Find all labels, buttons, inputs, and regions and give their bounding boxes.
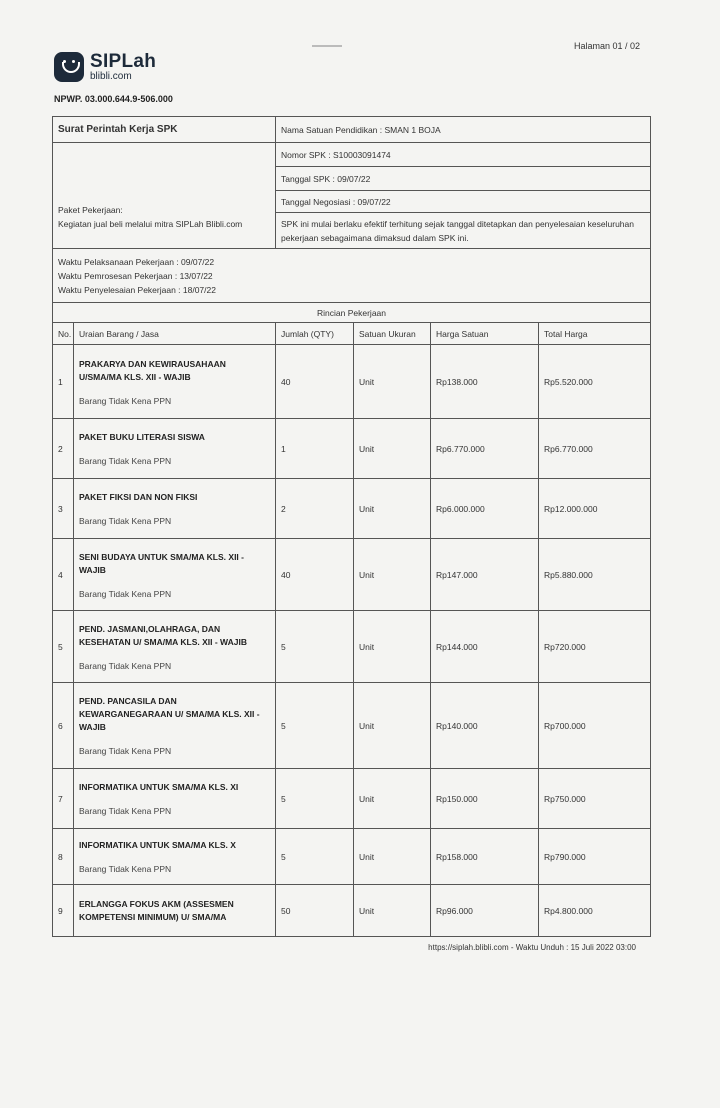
page-number: Halaman 01 / 02 xyxy=(573,41,640,51)
item-unit: Unit xyxy=(354,829,431,885)
item-price: Rp140.000 xyxy=(431,683,539,769)
table-row xyxy=(53,829,651,885)
item-unit: Unit xyxy=(354,611,431,683)
spk-header-left xyxy=(53,143,276,249)
item-qty: 50 xyxy=(276,885,354,937)
item-note: Barang Tidak Kena PPN xyxy=(79,660,172,671)
logo-sub: blibli.com xyxy=(90,70,132,82)
row-no: 6 xyxy=(53,683,74,769)
item-note: Barang Tidak Kena PPN xyxy=(79,864,172,874)
table-row xyxy=(53,769,651,829)
row-no: 3 xyxy=(53,479,74,539)
item-qty: 1 xyxy=(276,419,354,479)
item-total: Rp790.000 xyxy=(539,829,651,885)
item-name: ERLANGGA FOKUS AKM (ASSESMEN KOMPETENSI MINIMUM) U/ SMA/MA xyxy=(79,898,234,922)
berlaku-text: SPK ini mulai berlaku efektif terhitung sejak tanggal ditetapkan dan penyelesaian keseluruhan pekerjaan sebagaimana dimaksud dalam SPK ini. xyxy=(276,213,651,249)
table-row xyxy=(53,885,651,937)
item-unit: Unit xyxy=(354,683,431,769)
logo-brand: SIPLah xyxy=(90,50,157,72)
item-qty: 40 xyxy=(276,345,354,419)
rincian-title: Rincian Pekerjaan xyxy=(53,303,651,323)
item-price: Rp96.000 xyxy=(431,885,539,937)
item-total: Rp5.520.000 xyxy=(539,345,651,419)
item-price: Rp147.000 xyxy=(431,539,539,611)
item-qty: 5 xyxy=(276,829,354,885)
col-qty: Jumlah (QTY) xyxy=(276,323,354,345)
item-price: Rp6.000.000 xyxy=(431,479,539,539)
waktu-pelaksanaan: Waktu Pelaksanaan Pekerjaan : 09/07/22 xyxy=(58,256,215,267)
item-note: Barang Tidak Kena PPN xyxy=(79,746,172,756)
row-no: 1 xyxy=(53,345,74,419)
item-unit: Unit xyxy=(354,345,431,419)
item-name: PAKET FIKSI DAN NON FIKSI xyxy=(79,492,198,502)
item-note: Barang Tidak Kena PPN xyxy=(79,806,172,816)
table-row xyxy=(53,611,651,683)
row-no: 8 xyxy=(53,829,74,885)
tanggal-negosiasi: Tanggal Negosiasi : 09/07/22 xyxy=(276,191,651,213)
spk-table xyxy=(52,116,651,937)
item-qty: 5 xyxy=(276,769,354,829)
row-no: 2 xyxy=(53,419,74,479)
table-row xyxy=(53,419,651,479)
item-name: INFORMATIKA UNTUK SMA/MA KLS. XI xyxy=(79,782,239,792)
table-row xyxy=(53,683,651,769)
spk-title: Surat Perintah Kerja SPK xyxy=(53,117,276,143)
item-qty: 5 xyxy=(276,683,354,769)
item-unit: Unit xyxy=(354,885,431,937)
row-no: 5 xyxy=(53,611,74,683)
item-price: Rp138.000 xyxy=(431,345,539,419)
item-total: Rp6.770.000 xyxy=(539,419,651,479)
item-note: Barang Tidak Kena PPN xyxy=(79,456,172,466)
item-note: Barang Tidak Kena PPN xyxy=(79,516,172,526)
col-uraian: Uraian Barang / Jasa xyxy=(74,323,276,345)
item-qty: 5 xyxy=(276,611,354,683)
column-header-row xyxy=(53,323,651,345)
paket-label: Paket Pekerjaan: xyxy=(58,205,123,215)
item-price: Rp158.000 xyxy=(431,829,539,885)
item-total: Rp4.800.000 xyxy=(539,885,651,937)
paket-desc: Kegiatan jual beli melalui mitra SIPLah Blibli.com xyxy=(58,219,243,229)
item-name: INFORMATIKA UNTUK SMA/MA KLS. X xyxy=(79,840,236,850)
waktu-penyelesaian: Waktu Penyelesaian Pekerjaan : 18/07/22 xyxy=(58,284,216,295)
item-unit: Unit xyxy=(354,769,431,829)
table-row xyxy=(53,345,651,419)
scan-mark xyxy=(312,45,342,47)
tanggal-spk: Tanggal SPK : 09/07/22 xyxy=(276,167,651,191)
item-name: PEND. PANCASILA DAN KEWARGANEGARAAN U/ SMA/MA KLS. XII - WAJIB xyxy=(79,696,260,732)
col-total: Total Harga xyxy=(539,323,651,345)
row-no: 4 xyxy=(53,539,74,611)
row-no: 7 xyxy=(53,769,74,829)
item-name: PEND. JASMANI,OLAHRAGA, DAN KESEHATAN U/ SMA/MA KLS. XII - WAJIB xyxy=(79,623,247,647)
satuan-pendidikan: Nama Satuan Pendidikan : SMAN 1 BOJA xyxy=(276,117,651,143)
npwp: NPWP. 03.000.644.9-506.000 xyxy=(54,94,173,104)
item-price: Rp6.770.000 xyxy=(431,419,539,479)
item-unit: Unit xyxy=(354,539,431,611)
col-satuan: Satuan Ukuran xyxy=(354,323,431,345)
siplah-logo xyxy=(54,52,156,82)
item-total: Rp12.000.000 xyxy=(539,479,651,539)
row-no: 9 xyxy=(53,885,74,937)
item-total: Rp700.000 xyxy=(539,683,651,769)
item-price: Rp150.000 xyxy=(431,769,539,829)
item-total: Rp720.000 xyxy=(539,611,651,683)
item-name: PAKET BUKU LITERASI SISWA xyxy=(79,432,205,442)
col-harga: Harga Satuan xyxy=(431,323,539,345)
item-note: Barang Tidak Kena PPN xyxy=(79,588,172,599)
item-name: SENI BUDAYA UNTUK SMA/MA KLS. XII - WAJIB xyxy=(79,551,244,575)
item-note: Barang Tidak Kena PPN xyxy=(79,395,172,406)
item-name: PRAKARYA DAN KEWIRAUSAHAAN U/SMA/MA KLS. XII - WAJIB xyxy=(79,358,226,382)
table-row xyxy=(53,539,651,611)
siplah-logo-icon xyxy=(54,52,84,82)
table-row xyxy=(53,479,651,539)
item-unit: Unit xyxy=(354,419,431,479)
item-unit: Unit xyxy=(354,479,431,539)
item-qty: 40 xyxy=(276,539,354,611)
item-price: Rp144.000 xyxy=(431,611,539,683)
item-total: Rp5.880.000 xyxy=(539,539,651,611)
waktu-section xyxy=(53,249,651,303)
col-no: No. xyxy=(53,323,74,345)
waktu-pemrosesan: Waktu Pemrosesan Pekerjaan : 13/07/22 xyxy=(58,270,213,281)
footer-url: https://siplah.blibli.com - Waktu Unduh : 15 Juli 2022 03:00 xyxy=(428,943,636,952)
item-qty: 2 xyxy=(276,479,354,539)
item-total: Rp750.000 xyxy=(539,769,651,829)
nomor-spk: Nomor SPK : S10003091474 xyxy=(276,143,651,167)
